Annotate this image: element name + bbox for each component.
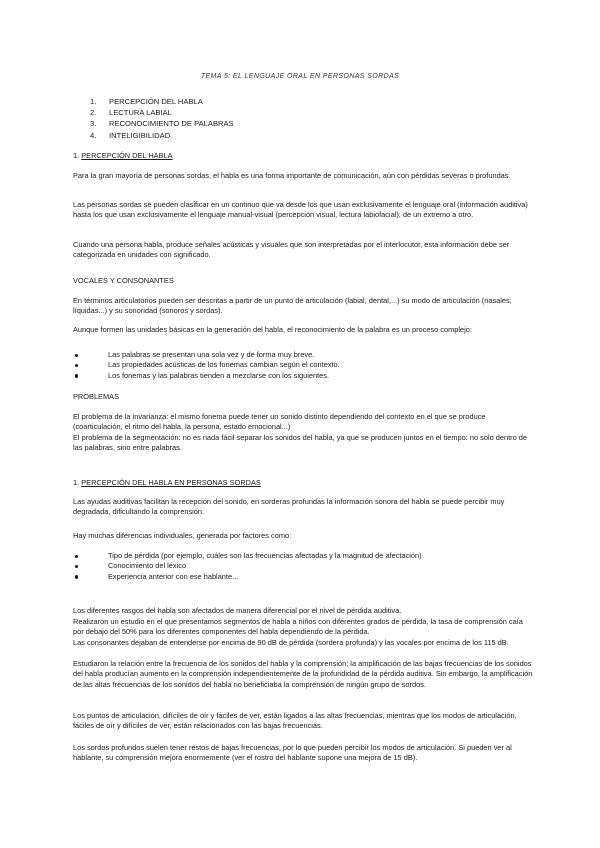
toc-item [90, 107, 234, 118]
paragraph: Las ayudas auditivas facilitan la recepción del sonido, en sorderas profundas la información sonora del habla se puede percibir muy degradada, dificultando la comprensión. [73, 497, 505, 517]
paragraph: El problema de la segmentación: no es nada fácil separar los sonidos del habla, ya que se producen juntos en el tiempo: no solo dentro de las palabras, sino entre palabras. [73, 433, 527, 453]
section-heading [73, 478, 533, 488]
table-of-contents [90, 96, 234, 141]
toc-text: PERCEPCIÓN DEL HABLA [109, 97, 203, 106]
list-item: Los fonemas y las palabras tienden a mezclarse con los siguientes. [73, 371, 533, 381]
paragraph: Hay muchas diferencias individuales, generada por factores como: [73, 531, 292, 540]
list-item: Experiencia anterior con ese hablante... [73, 572, 533, 582]
section-title: PERCEPCIÓN DEL HABLA [81, 151, 173, 160]
paragraph: Realizaron un estudio en el que presentamos segmentos de habla a niños con diferentes grados de pérdida, la tasa de comprensión caía por debajo del 50% para los diferentes componentes del habla dependiendo de la pérdida. [73, 617, 523, 637]
section-number: 1. [73, 151, 80, 160]
toc-number: 1. [90, 97, 97, 106]
paragraph: Estudiaron la relación entre la frecuencia de los sonidos del habla y la comprensión; la amplificación de las bajas frecuencias de los sonidos del habla producían aumento en la comprensión independientemente de la profundidad de la pérdida auditiva. Sin embargo, la amplificación de las altas frecuencias de los sonidos del habla no beneficiaba la comprensión de ningún grupo de sordos. [73, 659, 533, 689]
toc-item [90, 130, 234, 141]
list-item: Las palabras se presentan una sola vez y de forma muy breve. [73, 350, 533, 360]
document-title: TEMA 5: EL LENGUAJE ORAL EN PERSONAS SORDAS [200, 73, 400, 80]
toc-text: INTELIGIBILIDAD [109, 130, 171, 140]
paragraph: Los sordos profundos suelen tener restos de bajas frecuencias, por lo que pueden percibir los modos de articulación. Si pueden ver al hablante, su comprensión mejora enormemente (ver el rostro del hablante supone una mejora de 15 dB). [73, 743, 512, 763]
toc-item [90, 118, 234, 129]
paragraph: Cuando una persona habla, produce señales acústicas y visuales que son interpretadas por el interlocutor, esta información debe ser categorizada en unidades con significado. [73, 240, 510, 260]
paragraph: El problema de la invarianza: el mismo fonema puede tener un sonido distinto dependiendo del contexto en el que se produce (coarticulación, el ritmo del habla, la persona, estado emocional...) [73, 412, 486, 432]
toc-text: LECTURA LABIAL [109, 108, 172, 118]
paragraph: Los puntos de articulación, difíciles de oír y fáciles de ver, están ligados a las altas frecuencias, mientras que los modos de articulación, fáciles de oír y difíciles de ver, están relacionados con las bajas frecuencias. [73, 711, 517, 731]
paragraph: Aunque formen las unidades básicas en la generación del habla, el reconocimiento de la palabra es un proceso complejo: [73, 325, 472, 334]
toc-text: RECONOCIMIENTO DE PALABRAS [109, 119, 234, 129]
section-heading [73, 151, 533, 161]
toc-number: 3. [90, 119, 97, 129]
toc-number: 4. [90, 130, 97, 140]
paragraph: Las consonantes dejaban de entenderse por encima de 90 dB de pérdida (sordera profunda) y las vocales por encima de los 115 dB. [73, 638, 509, 647]
paragraph: Los diferentes rasgos del habla son afectados de manera diferencial por el nivel de pérdida auditiva. [73, 606, 402, 615]
toc-number: 2. [90, 108, 97, 118]
subheading-vowels: VOCALES Y CONSONANTES [73, 276, 174, 285]
subheading-problems: PROBLEMAS [73, 392, 120, 401]
paragraph: En términos articulatorios pueden ser descritas a partir de un punto de articulación (labial, dental,...) su modo de articulación (nasales, líquidas...) y su sonoridad (sonoros y sordas). [73, 296, 512, 316]
section-number: 1. [73, 478, 80, 487]
paragraph: Las personas sordas se pueden clasificar en un continuo que va desde los que usan exclusivamente el lenguaje oral (información auditiva) hasta los que usan exclusivamente el lenguaje manual-visual (percepción visual, lectura labiofacial); de un extremo a otro. [73, 200, 528, 220]
list-item: Las propiedades acústicas de los fonemas cambian según el contexto. [73, 360, 533, 370]
list-item: Conocimiento del léxico [73, 561, 533, 571]
paragraph: Para la gran mayoría de personas sordas, el habla es una forma importante de comunicación, aún con pérdidas severas o profundas. [73, 171, 511, 180]
bullet-list [73, 551, 533, 582]
bullet-list [73, 350, 533, 381]
toc-item [90, 96, 234, 107]
section-title: PERCEPCIÓN DEL HABLA EN PERSONAS SORDAS [81, 478, 261, 487]
list-item: Tipo de pérdida (por ejemplo, cuáles son las frecuencias afectadas y la magnitud de afectación) [73, 551, 533, 561]
